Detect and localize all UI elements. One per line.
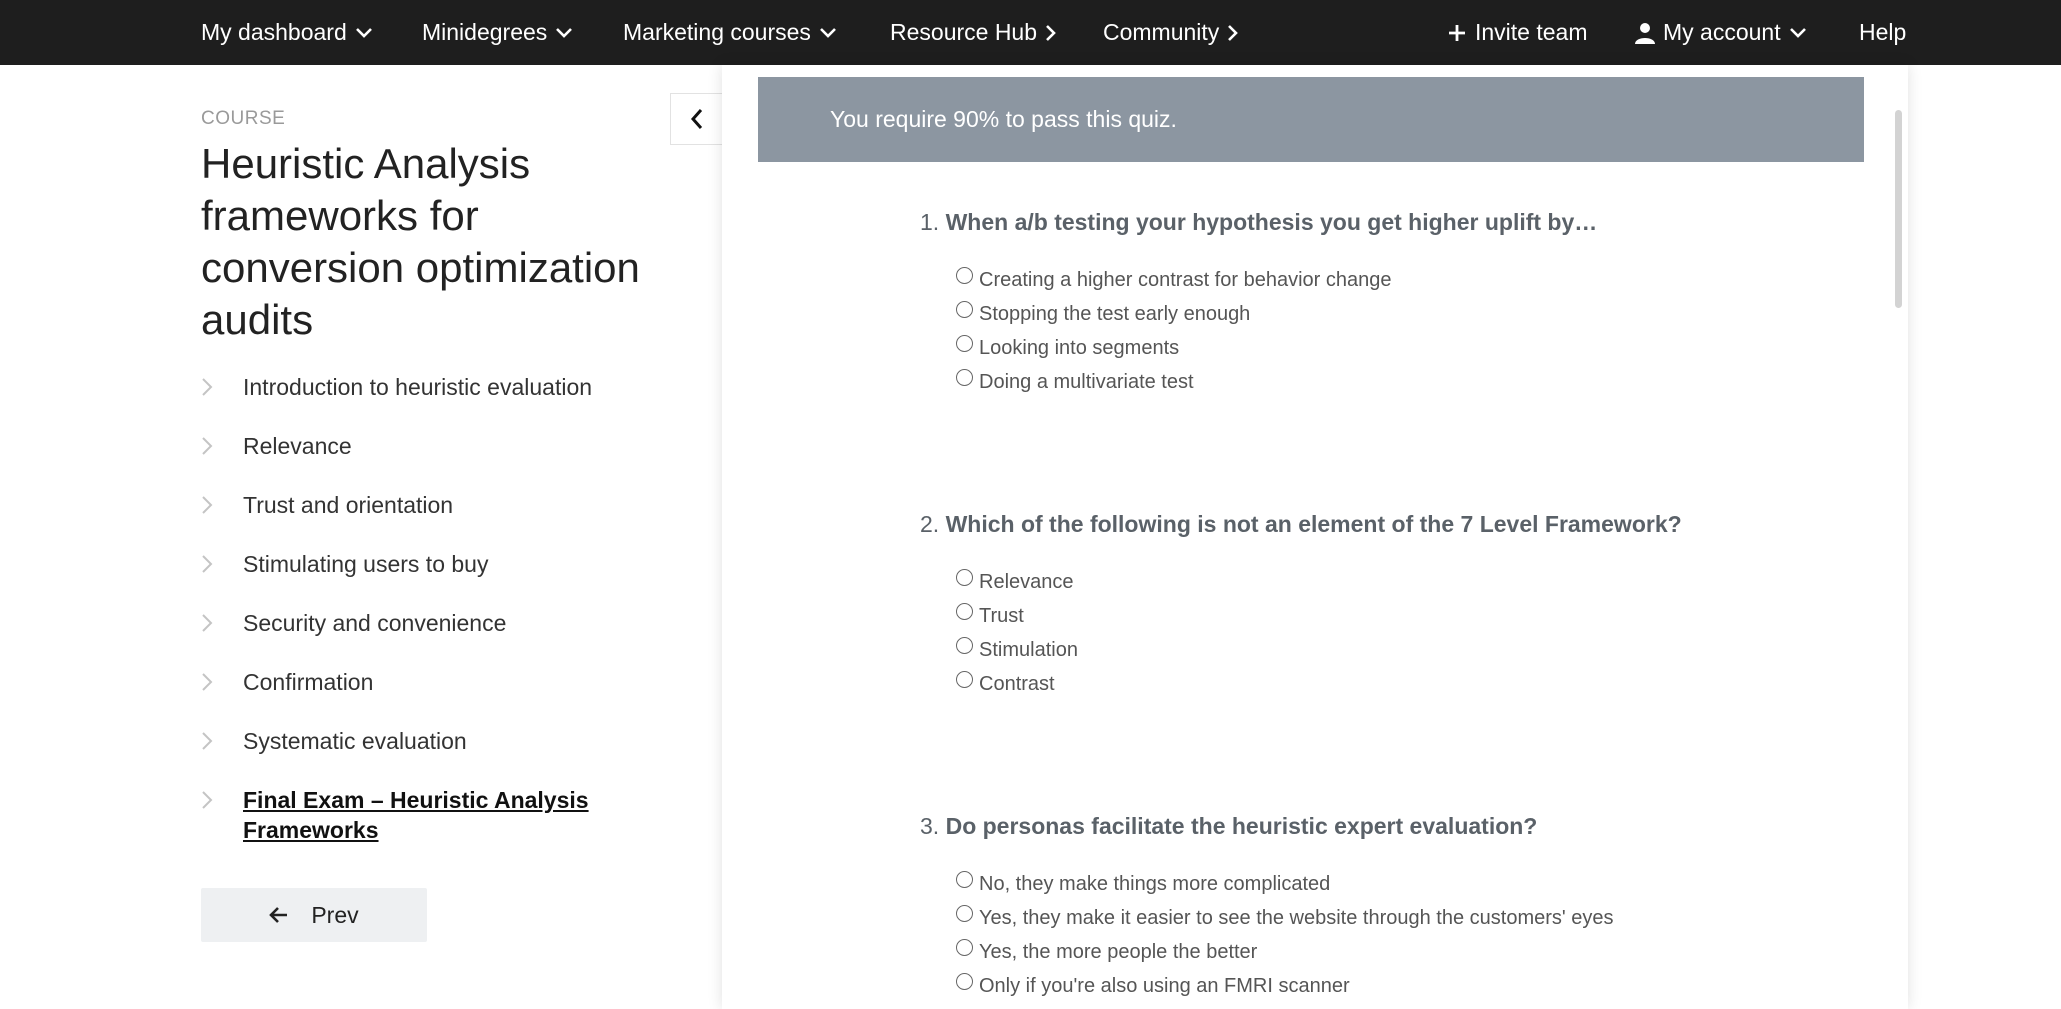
answer-option[interactable] — [956, 262, 1391, 296]
chevron-down-icon — [355, 27, 373, 39]
chevron-right-icon — [201, 608, 243, 638]
user-icon — [1635, 22, 1655, 44]
question-title — [920, 207, 1820, 237]
answer-label: Only if you're also using an FMRI scanner — [979, 975, 1350, 997]
radio-button[interactable] — [956, 569, 973, 586]
chevron-right-icon — [201, 726, 243, 756]
answer-option[interactable] — [956, 968, 1614, 1002]
chevron-right-icon — [1045, 24, 1057, 42]
answer-option[interactable] — [956, 598, 1078, 632]
quiz-question — [920, 509, 1820, 695]
invite-team-button[interactable] — [1447, 0, 1588, 65]
lesson-label: Confirmation — [243, 669, 374, 695]
radio-button[interactable] — [956, 973, 973, 990]
chevron-right-icon — [201, 431, 243, 461]
answer-label: Yes, they make it easier to see the website through the customers' eyes — [979, 907, 1614, 929]
answer-option[interactable] — [956, 364, 1391, 398]
my-account-menu[interactable] — [1635, 0, 1807, 65]
chevron-down-icon — [555, 27, 573, 39]
chevron-down-icon — [819, 27, 837, 39]
lesson-label: Relevance — [243, 433, 352, 459]
quiz-question — [920, 207, 1820, 393]
chevron-down-icon — [1789, 27, 1807, 39]
lesson-label: Trust and orientation — [243, 492, 454, 518]
quiz-panel — [722, 65, 1908, 1009]
arrow-left-icon — [269, 906, 289, 924]
plus-icon — [1447, 23, 1467, 43]
chevron-right-icon — [201, 667, 243, 697]
lesson-item[interactable] — [201, 490, 661, 520]
answer-option[interactable] — [956, 632, 1078, 666]
answer-label: Doing a multivariate test — [979, 371, 1194, 393]
lesson-label: Systematic evaluation — [243, 728, 467, 754]
lesson-label: Introduction to heuristic evaluation — [243, 374, 593, 400]
question-number: 2. — [920, 511, 940, 537]
answer-option[interactable] — [956, 564, 1078, 598]
prev-button[interactable] — [201, 888, 427, 942]
radio-button[interactable] — [956, 905, 973, 922]
answer-label: Stopping the test early enough — [979, 303, 1251, 325]
lesson-label: Stimulating users to buy — [243, 551, 489, 577]
answer-label: Yes, the more people the better — [979, 941, 1258, 963]
question-number: 1. — [920, 209, 940, 235]
answer-label: Creating a higher contrast for behavior change — [979, 269, 1392, 291]
answer-label: Trust — [979, 605, 1024, 627]
nav-marketing-courses-label: Marketing courses — [623, 19, 811, 45]
answer-label: Relevance — [979, 571, 1074, 593]
help-link[interactable] — [1859, 0, 1906, 65]
chevron-right-icon — [201, 490, 243, 520]
answer-option[interactable] — [956, 866, 1614, 900]
answer-label: Stimulation — [979, 639, 1078, 661]
chevron-left-icon — [690, 108, 704, 130]
answer-option[interactable] — [956, 330, 1391, 364]
answer-option[interactable] — [956, 296, 1391, 330]
nav-resource-hub-label: Resource Hub — [890, 19, 1038, 45]
radio-button[interactable] — [956, 369, 973, 386]
question-text: Do personas facilitate the heuristic expert evaluation? — [945, 813, 1538, 839]
prev-button-label: Prev — [311, 901, 359, 928]
answer-label: No, they make things more complicated — [979, 873, 1331, 895]
radio-button[interactable] — [956, 267, 973, 284]
course-title: Heuristic Analysis frameworks for conversion optimization audits — [201, 140, 640, 343]
chevron-right-icon — [201, 372, 243, 402]
pass-message: You require 90% to pass this quiz. — [830, 106, 1177, 132]
chevron-right-icon — [201, 785, 243, 815]
radio-button[interactable] — [956, 871, 973, 888]
lesson-item[interactable] — [201, 431, 661, 461]
lesson-item-current[interactable] — [201, 785, 661, 845]
radio-button[interactable] — [956, 637, 973, 654]
pass-requirement-banner — [758, 77, 1864, 162]
chevron-right-icon — [201, 549, 243, 579]
nav-community-label: Community — [1103, 19, 1220, 45]
course-kicker: COURSE — [201, 108, 286, 129]
question-title — [920, 509, 1820, 539]
answer-label: Looking into segments — [979, 337, 1180, 359]
nav-my-dashboard-label: My dashboard — [201, 19, 347, 45]
scrollbar-thumb[interactable] — [1895, 110, 1902, 308]
radio-button[interactable] — [956, 671, 973, 688]
nav-community[interactable] — [1103, 0, 1239, 65]
nav-resource-hub[interactable] — [890, 0, 1057, 65]
lesson-item[interactable] — [201, 372, 661, 402]
top-navigation-bar — [0, 0, 2061, 65]
radio-button[interactable] — [956, 939, 973, 956]
quiz-question — [920, 811, 1820, 997]
nav-marketing-courses[interactable] — [623, 0, 837, 65]
answer-option[interactable] — [956, 666, 1078, 700]
question-number: 3. — [920, 813, 940, 839]
lesson-item[interactable] — [201, 608, 661, 638]
answer-options — [956, 262, 1391, 398]
my-account-label: My account — [1663, 19, 1781, 45]
question-text: When a/b testing your hypothesis you get higher uplift by… — [945, 209, 1598, 235]
question-title — [920, 811, 1820, 841]
lesson-label: Security and convenience — [243, 610, 507, 636]
radio-button[interactable] — [956, 301, 973, 318]
answer-label: Contrast — [979, 673, 1055, 695]
question-text: Which of the following is not an element of the 7 Level Framework? — [945, 511, 1682, 537]
radio-button[interactable] — [956, 335, 973, 352]
radio-button[interactable] — [956, 603, 973, 620]
lesson-item[interactable] — [201, 549, 661, 579]
nav-minidegrees[interactable] — [422, 0, 573, 65]
chevron-right-icon — [1227, 24, 1239, 42]
nav-minidegrees-label: Minidegrees — [422, 19, 548, 45]
nav-my-dashboard[interactable] — [201, 0, 373, 65]
answer-options — [956, 866, 1614, 1002]
lesson-label: Final Exam – Heuristic Analysis Frameworks — [243, 787, 589, 843]
invite-team-label: Invite team — [1475, 19, 1588, 45]
answer-option[interactable] — [956, 900, 1614, 934]
help-label: Help — [1859, 19, 1907, 45]
collapse-sidebar-button[interactable] — [670, 93, 722, 145]
answer-options — [956, 564, 1078, 700]
lesson-item[interactable] — [201, 667, 661, 697]
answer-option[interactable] — [956, 934, 1614, 968]
lesson-item[interactable] — [201, 726, 661, 756]
